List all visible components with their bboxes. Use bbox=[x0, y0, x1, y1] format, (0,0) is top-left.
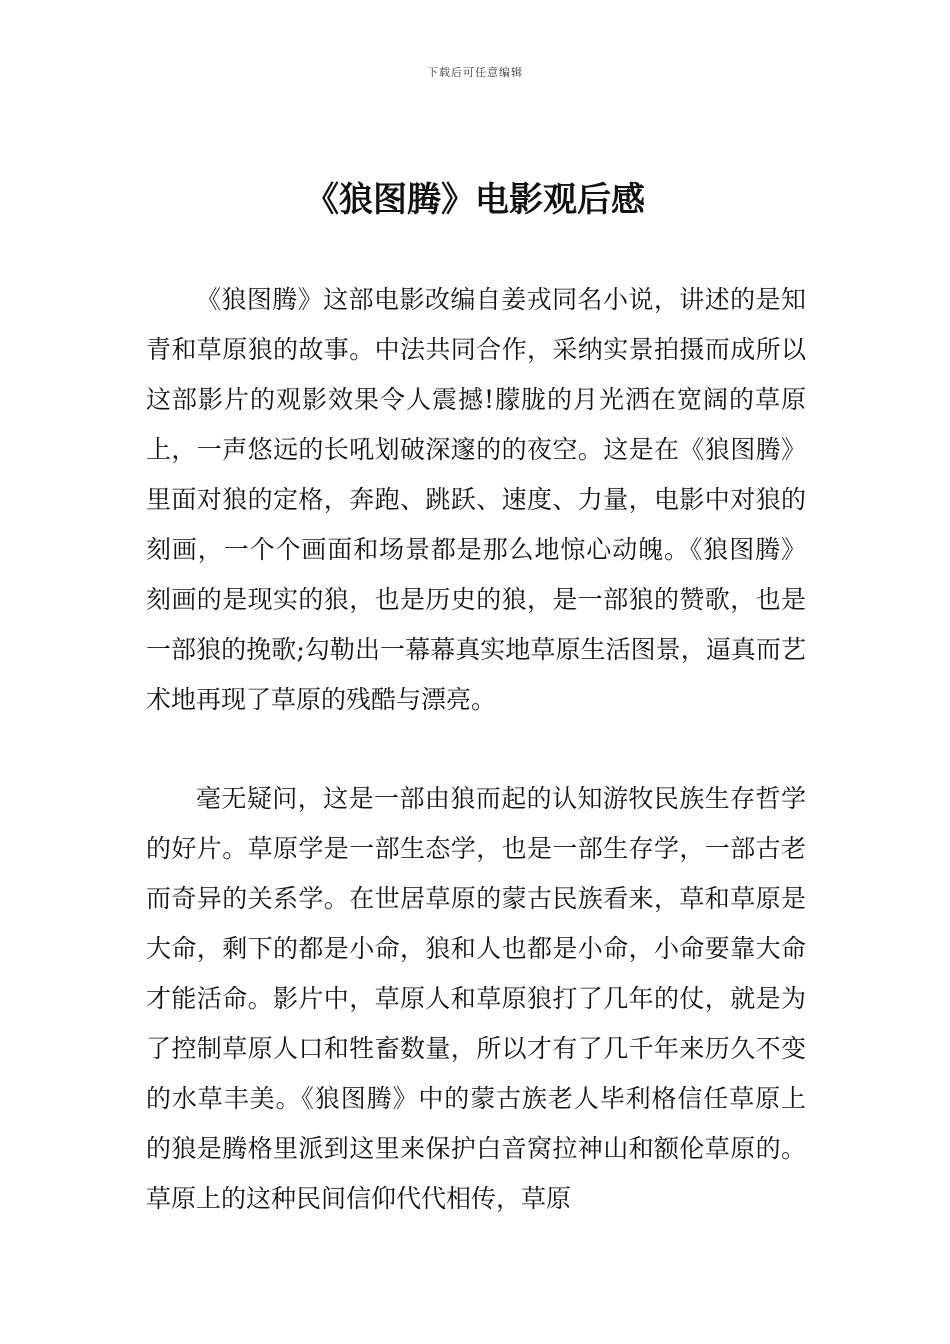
document-title: 《狼图腾》电影观后感 bbox=[305, 180, 645, 220]
body-paragraph-1 bbox=[146, 275, 806, 725]
paragraph-text: 《狼图腾》这部电影改编自姜戎同名小说，讲述的是知青和草原狼的故事。中法共同合作，采纳实景拍摄而成所以这部影片的观影效果令人震撼!朦胧的月光洒在宽阔的草原上，一声悠远的长吼划破深邃的的夜空。这是在《狼图腾》里面对狼的定格，奔跑、跳跃、速度、力量，电影中对狼的刻画，一个个画面和场景都是那么地惊心动魄。《狼图腾》刻画的是现实的狼，也是历史的狼，是一部狼的赞歌，也是一部狼的挽歌;勾勒出一幕幕真实地草原生活图景，逼真而艺术地再现了草原的残酷与漂亮。 bbox=[146, 285, 806, 714]
header-note: 下载后可任意编辑 bbox=[427, 66, 523, 79]
body-paragraph-2 bbox=[146, 774, 806, 1224]
paragraph-text: 毫无疑问，这是一部由狼而起的认知游牧民族生存哲学的好片。草原学是一部生态学，也是一部生存学，一部古老而奇异的关系学。在世居草原的蒙古民族看来，草和草原是大命，剩下的都是小命，狼和人也都是小命，小命要靠大命才能活命。影片中，草原人和草原狼打了几年的仗，就是为了控制草原人口和牲畜数量，所以才有了几千年来历久不变的水草丰美。《狼图腾》中的蒙古族老人毕利格信任草原上的狼是腾格里派到这里来保护白音窝拉神山和额伦草原的。草原上的这种民间信仰代代相传，草原 bbox=[146, 784, 806, 1213]
